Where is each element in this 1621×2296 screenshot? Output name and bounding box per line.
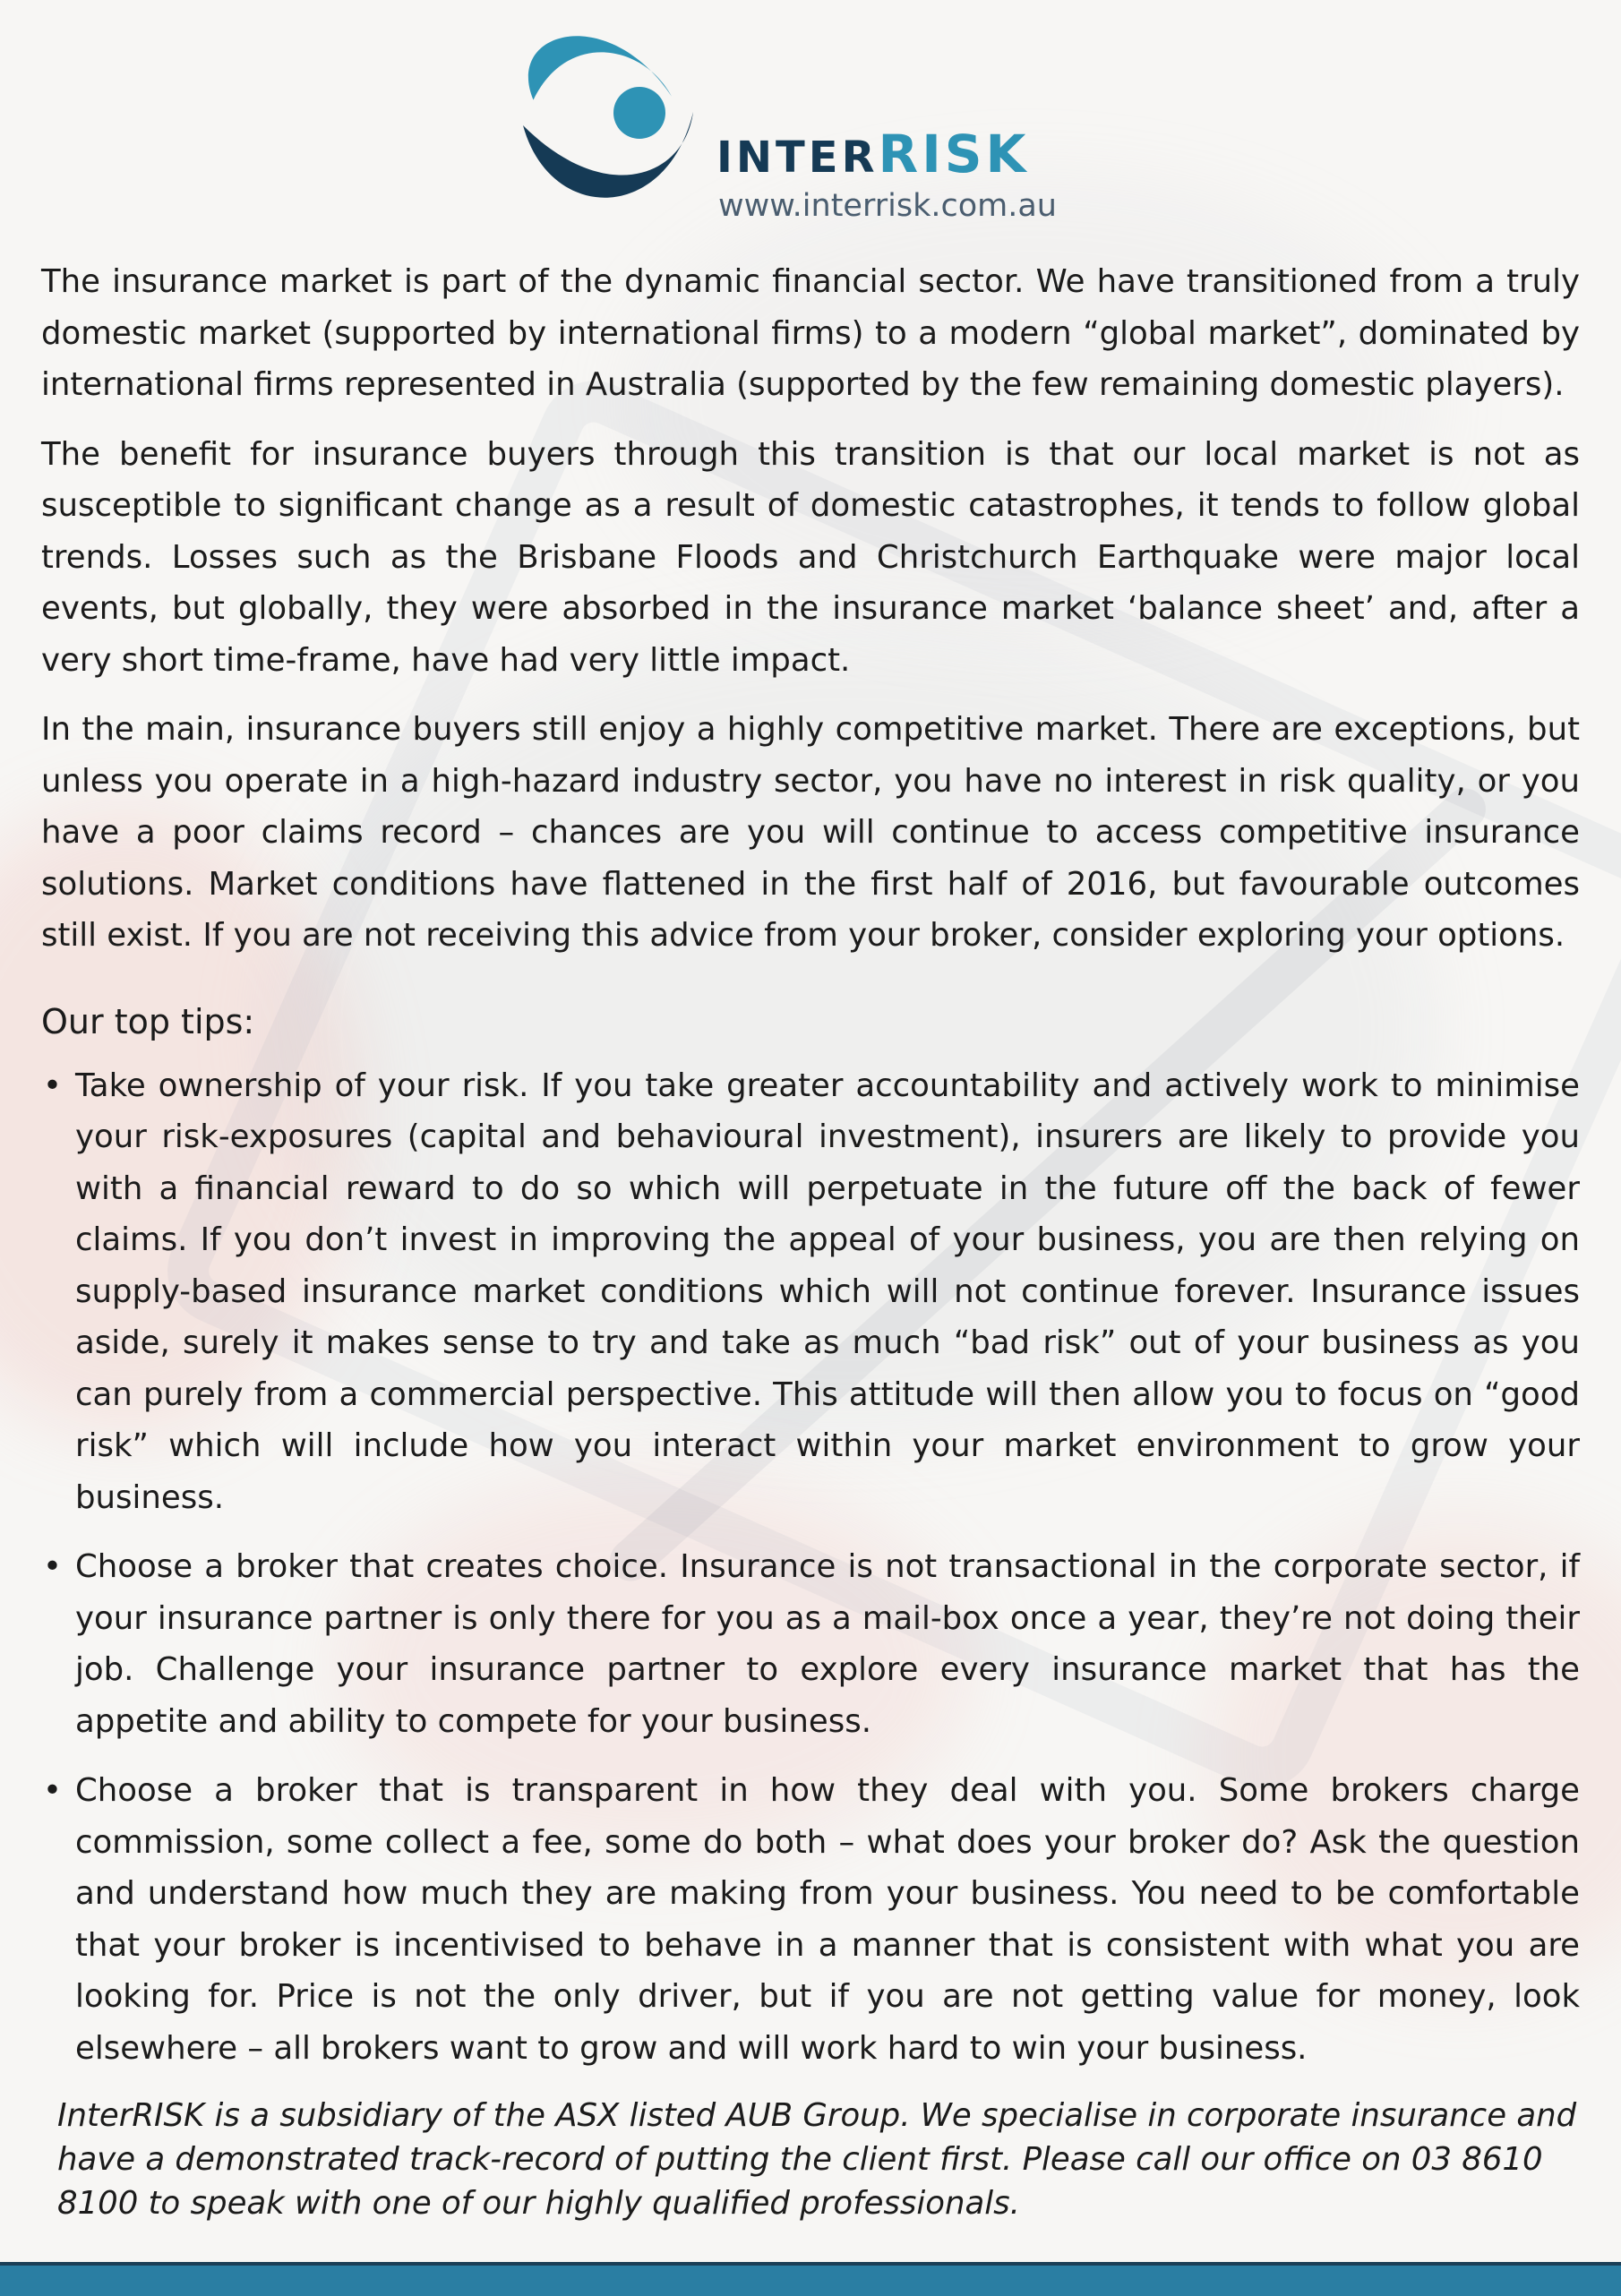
- tip-text: Choose a broker that is transparent in how they deal with you. Some brokers charge commission, some collect a fee, some do both – what does your broker do? Ask the question and understand how much they are making from your business. You need to be comfortable that your broker is incentivised to behave in a manner that is consistent with what you are looking for. Price is not the only driver, but if you are not getting value for money, look elsewhere – all brokers want to grow and will work hard to win your business.: [75, 1772, 1580, 2067]
- bottom-color-bar: [0, 2262, 1621, 2296]
- company-footer-note: InterRISK is a subsidiary of the ASX listed AUB Group. We specialise in corporate insurance and have a demonstrated track-record of putting the client first. Please call our office on 03 8610 8100 to speak with one of our highly qualified professionals.: [57, 2097, 1577, 2222]
- article-body: [41, 256, 1580, 2092]
- paragraph-transition-benefit: The benefit for insurance buyers through this transition is that our local market is not as susceptible to significant change as a result of domestic catastrophes, it tends to follow global trends. Losses such as the Brisbane Floods and Christchurch Earthquake were major local events, but globally, they were absorbed in the insurance market ‘balance sheet’ and, after a very short time-frame, have had very little impact.: [41, 435, 1580, 679]
- bullet-icon: •: [43, 1772, 62, 1809]
- list-item: [41, 1060, 1580, 1524]
- interrisk-swirl-logo-icon: [502, 16, 716, 213]
- brand-wordmark: [716, 124, 1030, 184]
- paragraph-competitive-market: In the main, insurance buyers still enjoy a highly competitive market. There are exceptions, but unless you operate in a high-hazard industry sector, you have no interest in risk quality, or you have a poor claims record – chances are you will continue to access competitive insurance solutions. Market conditions have flattened in the first half of 2016, but favourable outcomes still exist. If you are not receiving this advice from your broker, consider exploring your options.: [41, 711, 1580, 954]
- bullet-icon: •: [43, 1067, 62, 1104]
- brand-url[interactable]: www.interrisk.com.au: [718, 188, 1057, 224]
- brand-logo: [502, 16, 1075, 231]
- brand-name-part1: INTER: [716, 133, 879, 183]
- list-item: [41, 1765, 1580, 2074]
- tips-heading: Our top tips:: [41, 1001, 255, 1041]
- brand-name-part2: RISK: [878, 124, 1030, 184]
- bullet-icon: •: [43, 1548, 62, 1585]
- list-item: [41, 1541, 1580, 1747]
- paragraph-global-market: The insurance market is part of the dynamic financial sector. We have transitioned from a truly domestic market (supported by international firms) to a modern “global market”, dominated by international firms represented in Australia (supported by the few remaining domestic players).: [41, 263, 1580, 403]
- tip-text: Choose a broker that creates choice. Insurance is not transactional in the corporate sector, if your insurance partner is only there for you as a mail-box once a year, they’re not doing their job. Challenge your insurance partner to explore every insurance market that has the appetite and ability to compete for your business.: [75, 1548, 1580, 1740]
- tips-list: [41, 1060, 1580, 2075]
- tip-text: Take ownership of your risk. If you take greater accountability and actively work to minimise your risk-exposures (capital and behavioural investment), insurers are likely to provide you with a financial reward to do so which will perpetuate in the future off the back of fewer claims. If you don’t invest in improving the appeal of your business, you are then relying on supply-based insurance market conditions which will not continue forever. Insurance issues aside, surely it makes sense to try and take as much “bad risk” out of your business as you can purely from a commercial perspective. This attitude will then allow you to focus on “good risk” which will include how you interact within your market environment to grow your business.: [75, 1067, 1580, 1516]
